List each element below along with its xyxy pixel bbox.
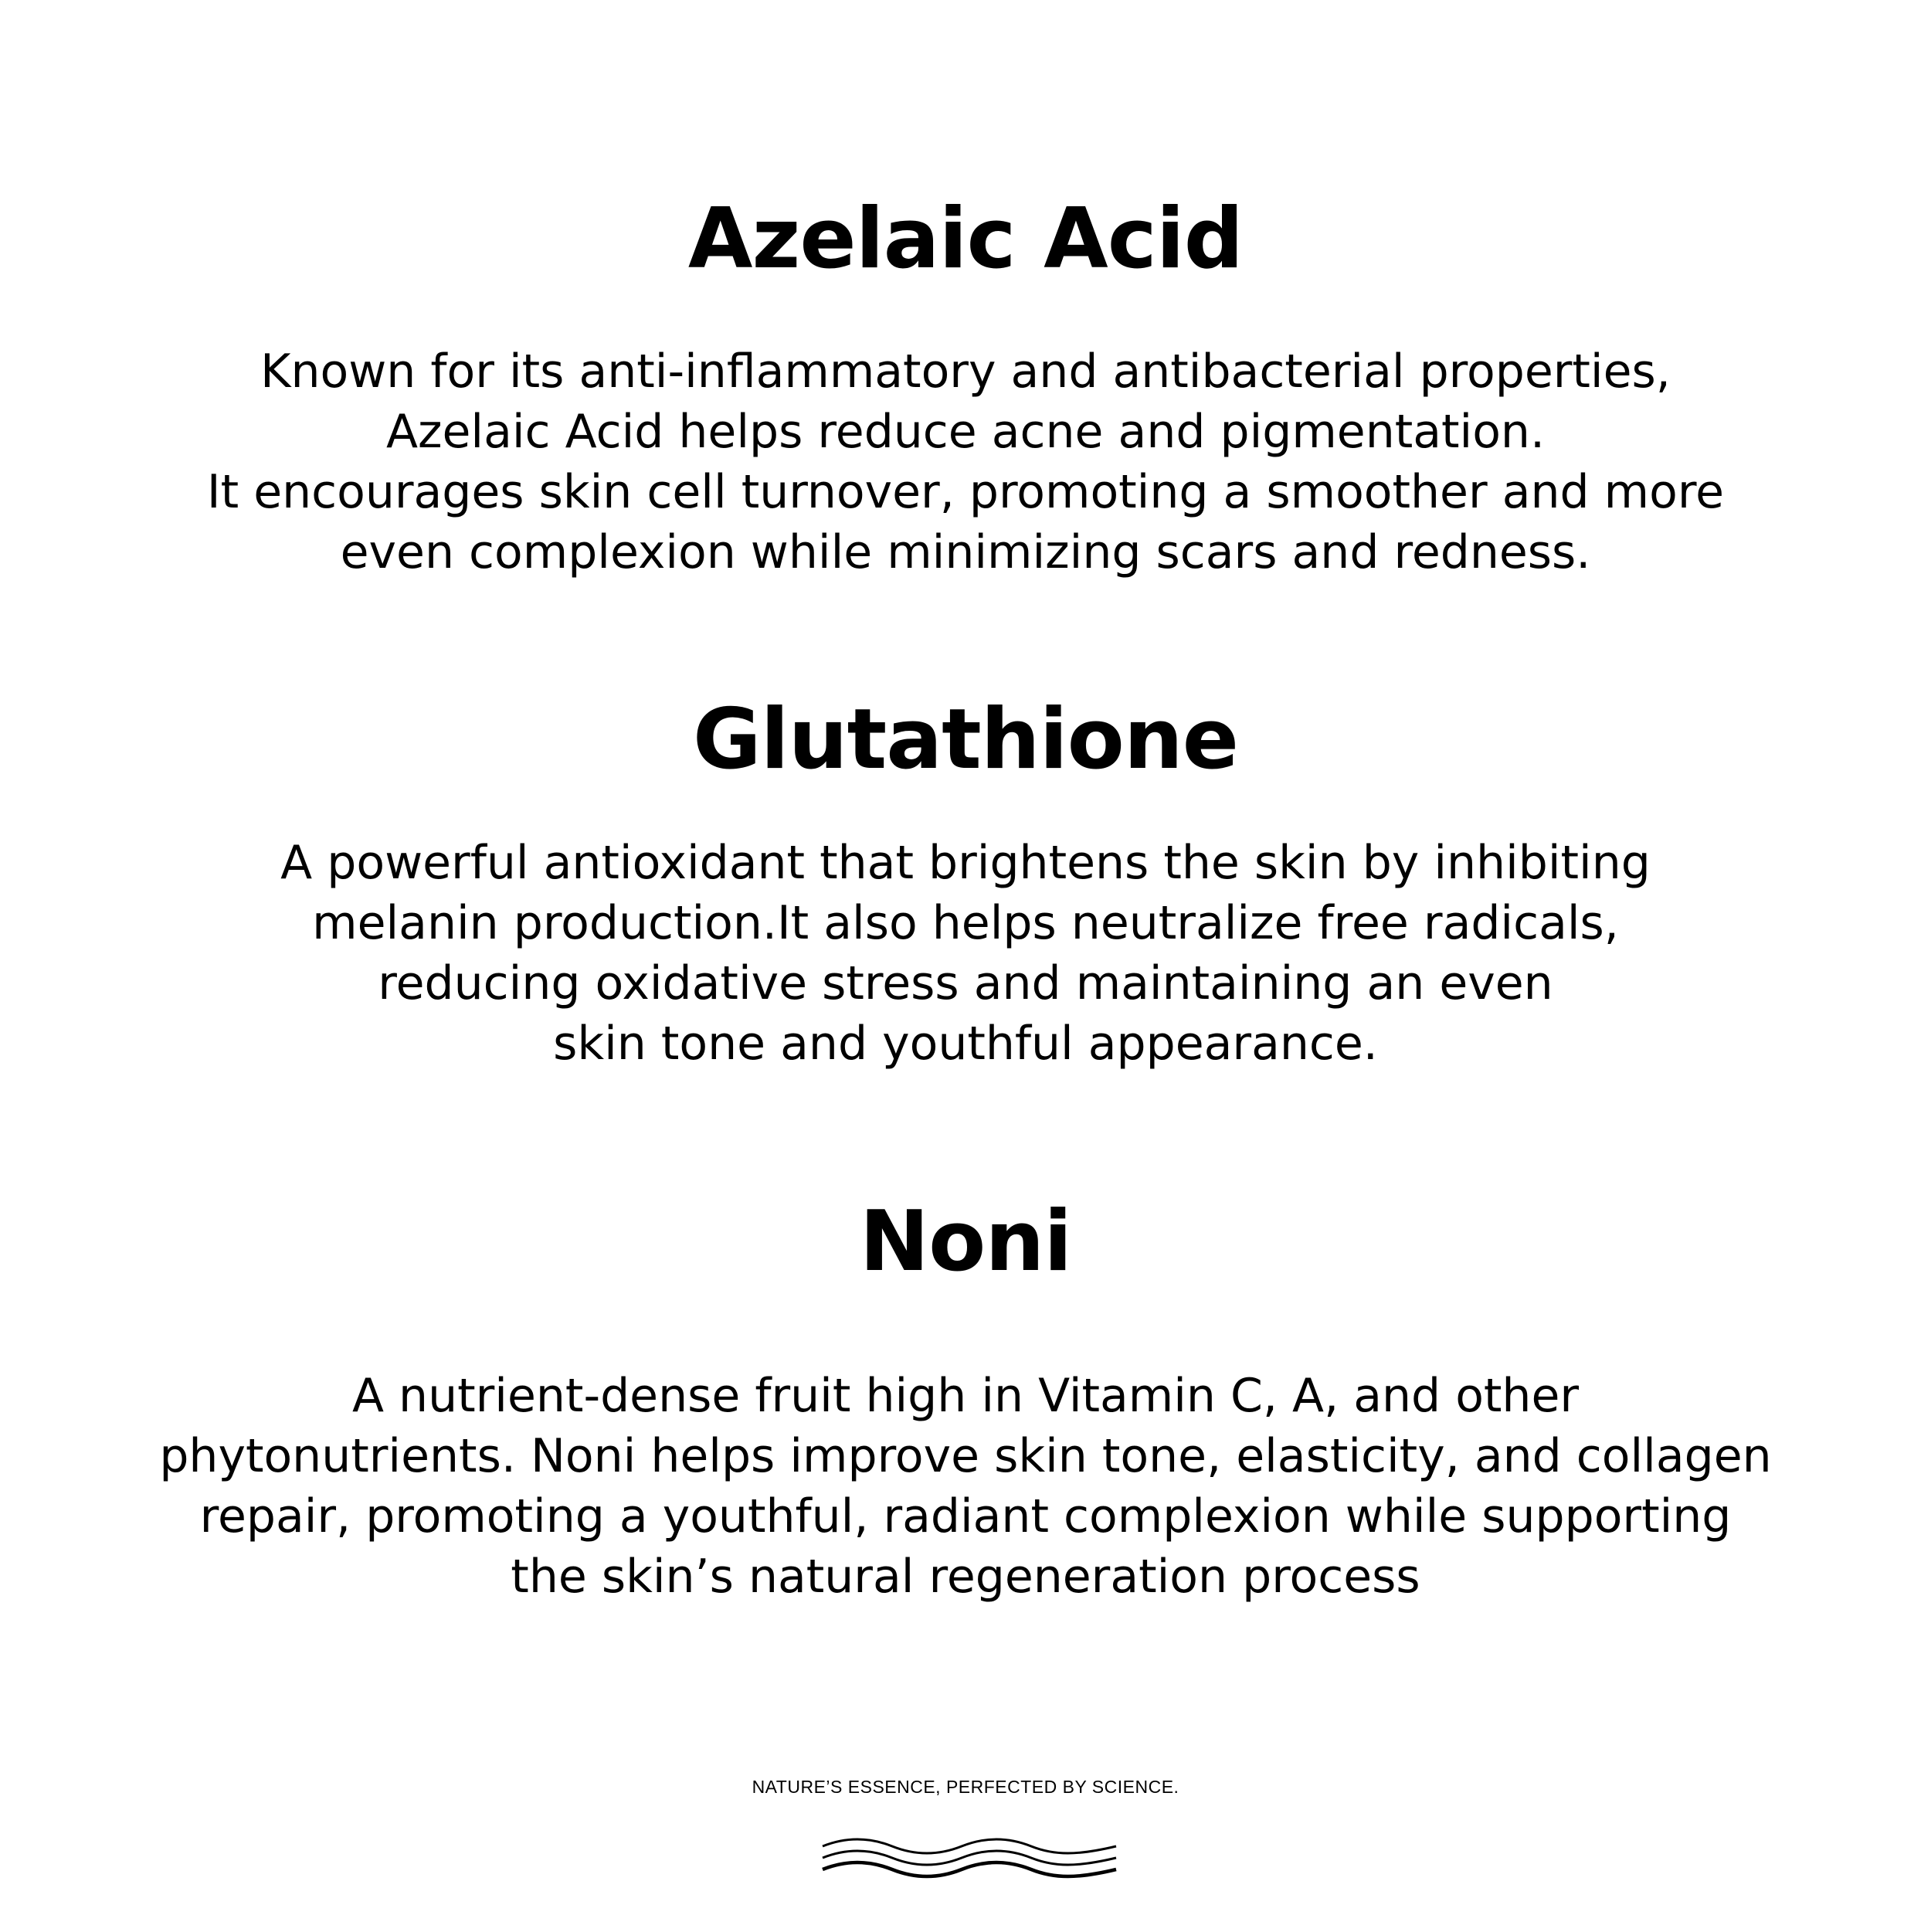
ingredient-description [0, 341, 1931, 582]
description-line: melanin production.It also helps neutralize free radicals, [312, 896, 1619, 950]
description-line: phytonutrients. Noni helps improve skin tone, elasticity, and collagen [159, 1429, 1772, 1483]
ingredient-description [0, 833, 1931, 1074]
ingredient-description [0, 1366, 1931, 1607]
ingredient-section-glutathione [0, 691, 1931, 1074]
description-line: A nutrient-dense fruit high in Vitamin C, A, and other [351, 1369, 1580, 1423]
ingredient-section-noni [0, 1193, 1931, 1607]
ingredient-title: Noni [859, 1193, 1072, 1290]
description-line: Azelaic Acid helps reduce acne and pigmentation. [385, 405, 1546, 459]
brand-tagline: NATURE’S ESSENCE, PERFECTED BY SCIENCE. [752, 1777, 1179, 1797]
description-line: even complexion while minimizing scars and redness. [340, 525, 1591, 579]
description-line: skin tone and youthful appearance. [553, 1017, 1378, 1071]
description-line: reducing oxidative stress and maintaining an even [378, 956, 1553, 1010]
description-line: Known for its anti-inflammatory and antibacterial properties, [260, 345, 1671, 399]
description-line: It encourages skin cell turnover, promoting a smoother and more [206, 465, 1725, 519]
ingredient-section-azelaic-acid [0, 193, 1931, 582]
ingredient-title: Azelaic Acid [687, 191, 1244, 287]
ingredient-title: Glutathione [693, 691, 1238, 788]
description-line: the skin’s natural regeneration process [511, 1550, 1420, 1604]
waves-icon [819, 1831, 1120, 1885]
description-line: A powerful antioxidant that brightens the skin by inhibiting [280, 836, 1651, 890]
description-line: repair, promoting a youthful, radiant complexion while supporting [199, 1489, 1732, 1543]
